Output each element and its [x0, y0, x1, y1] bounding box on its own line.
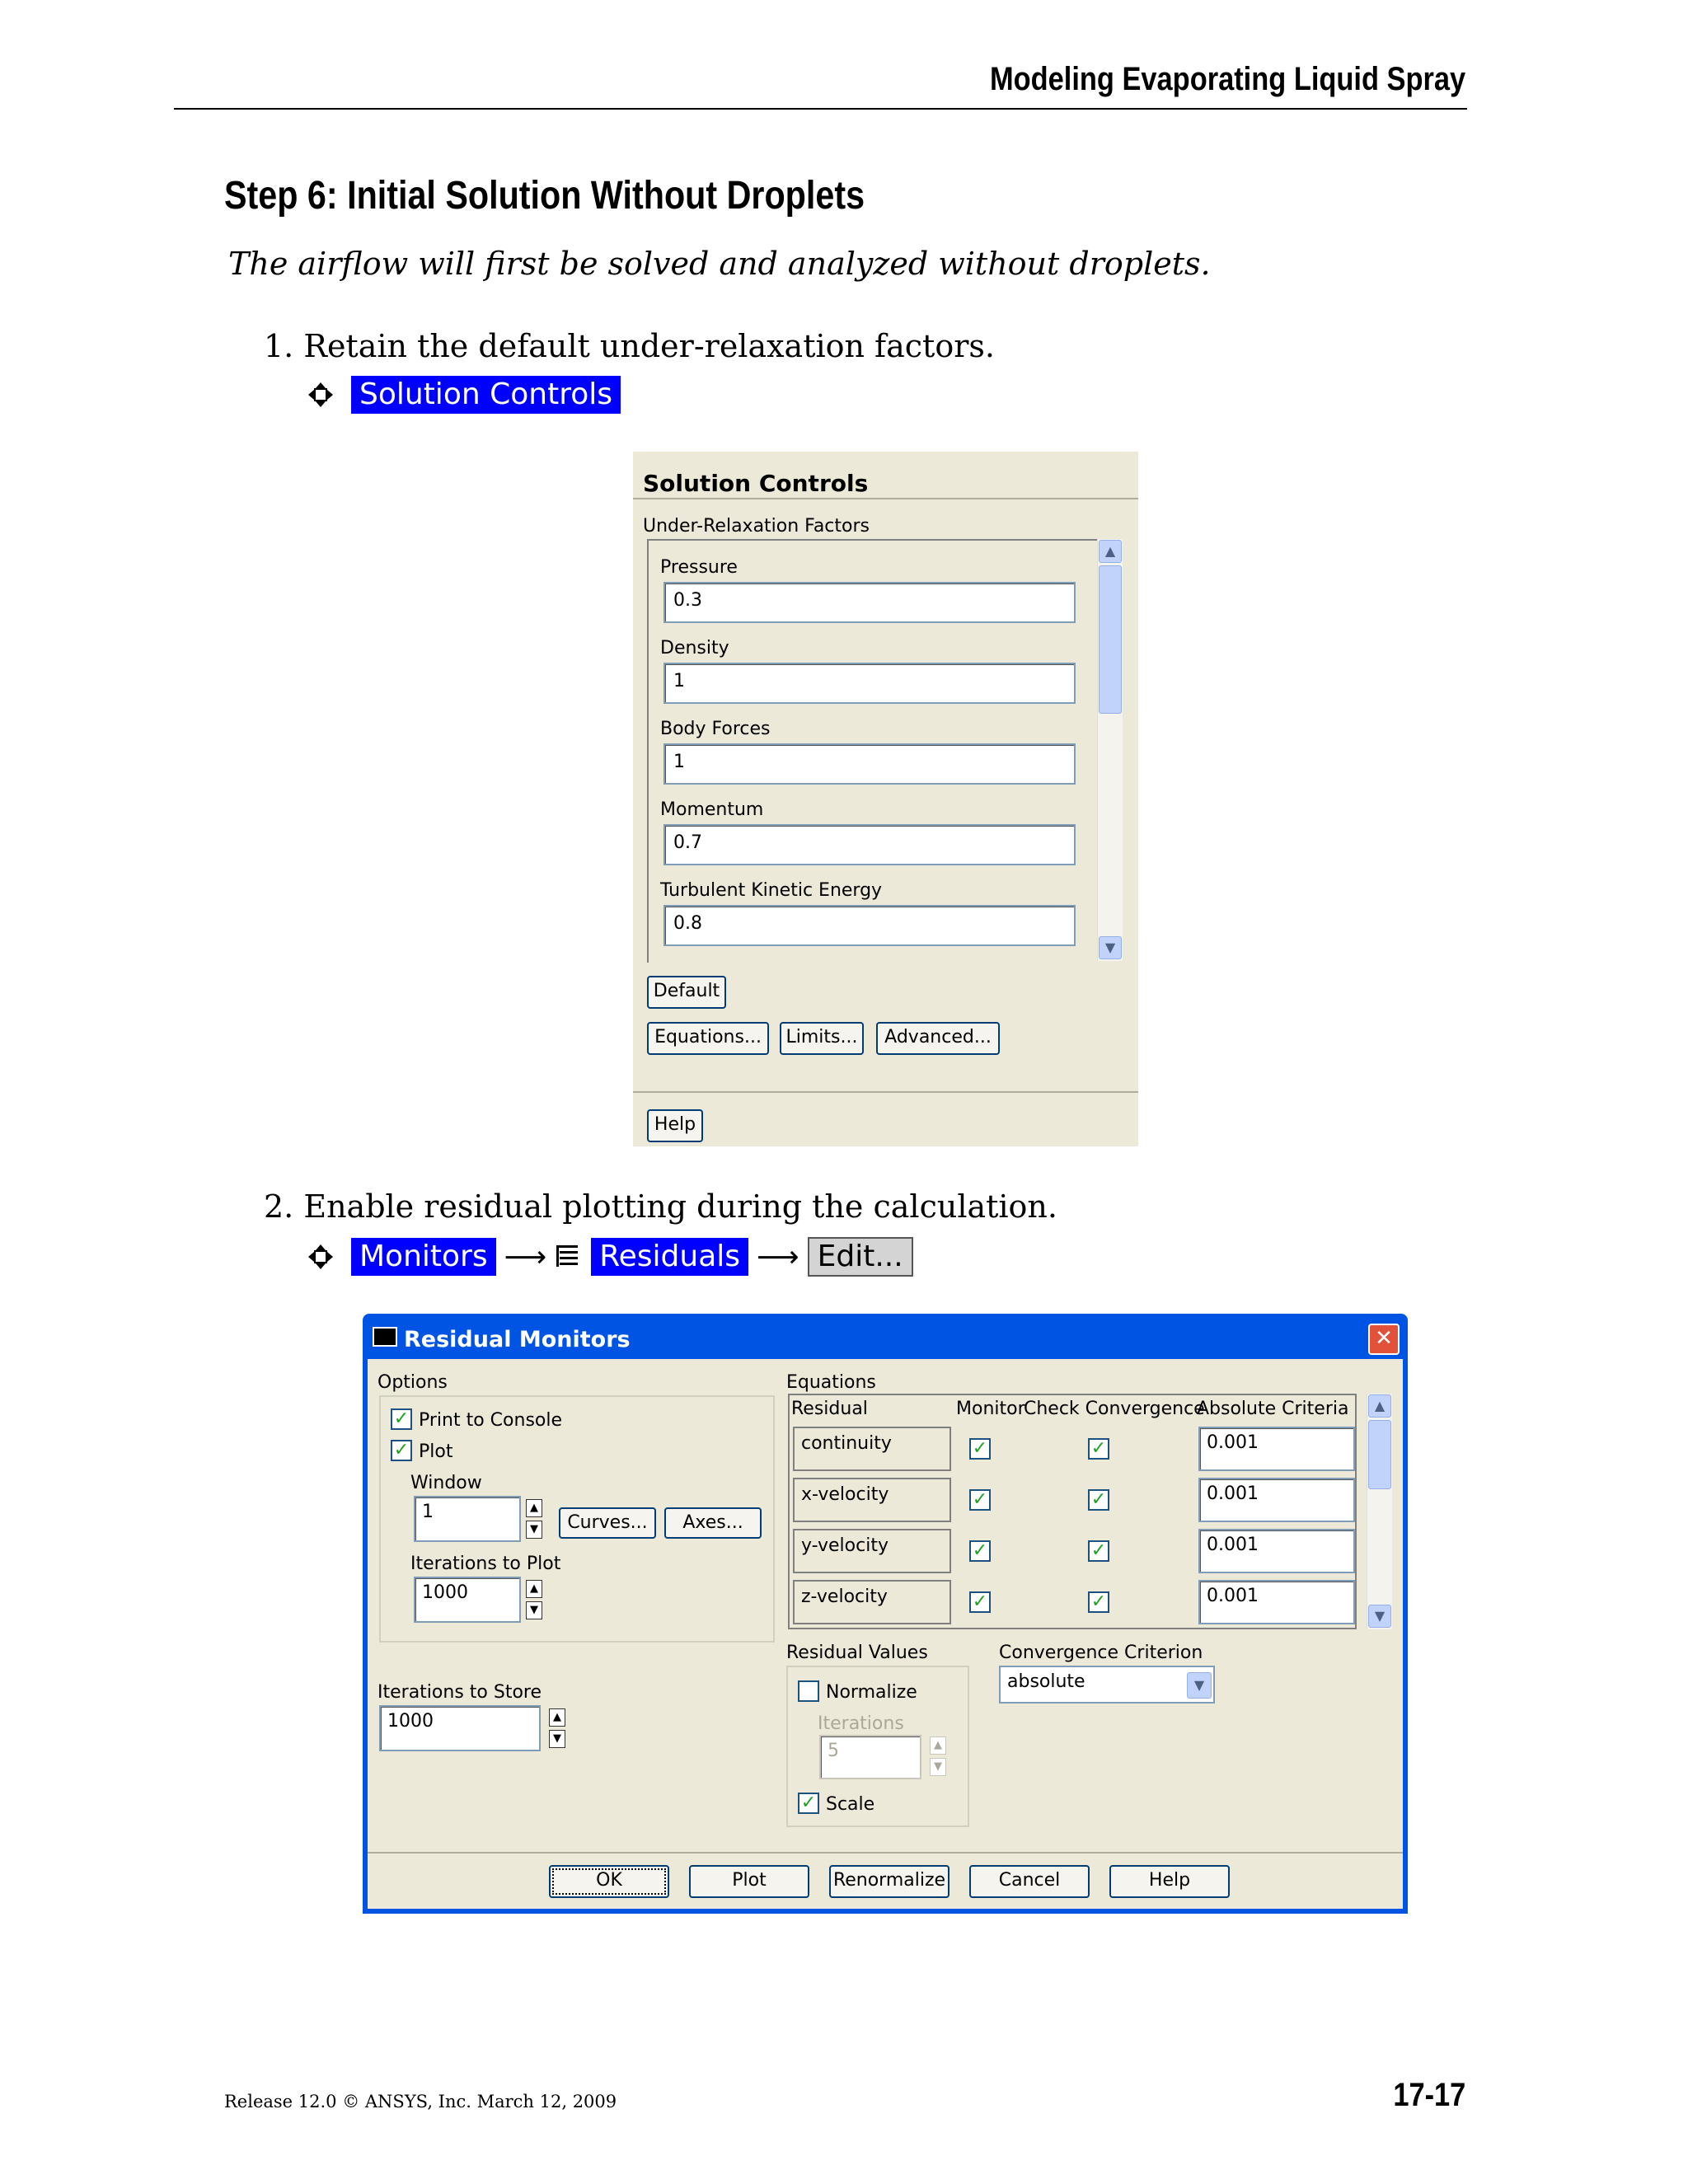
monitor-checkbox-continuity[interactable]: ✓	[969, 1438, 991, 1460]
scale-label: Scale	[826, 1794, 875, 1815]
window-field[interactable]: 1	[414, 1496, 521, 1542]
iterations-label: Iterations	[818, 1713, 904, 1734]
residual-values-label: Residual Values	[786, 1643, 928, 1663]
path-solution-controls[interactable]: Solution Controls	[351, 376, 621, 414]
default-button[interactable]: Default	[647, 976, 726, 1009]
monitor-checkbox-x-velocity[interactable]: ✓	[969, 1489, 991, 1511]
renormalize-button[interactable]: Renormalize	[829, 1865, 950, 1898]
advanced-button[interactable]: Advanced...	[876, 1022, 1000, 1055]
convergence-criterion-select[interactable]	[999, 1666, 1215, 1704]
page-number: 17-17	[1393, 2077, 1465, 2113]
iterations-to-plot-spin-down-icon[interactable]: ▼	[526, 1601, 542, 1619]
equations-label: Equations	[786, 1372, 876, 1393]
absolute-criteria-z-velocity[interactable]: 0.001	[1198, 1580, 1355, 1624]
pressure-label: Pressure	[660, 557, 738, 578]
path-arrow: ⟶	[757, 1240, 799, 1274]
absolute-criteria-x-velocity[interactable]: 0.001	[1198, 1478, 1355, 1522]
iterations-to-store-field[interactable]: 1000	[379, 1705, 541, 1751]
header-monitor: Monitor	[956, 1399, 1025, 1419]
step-1-text: 1. Retain the default under-relaxation factors.	[264, 328, 995, 364]
absolute-criteria-y-velocity[interactable]: 0.001	[1198, 1529, 1355, 1573]
app-icon	[373, 1327, 397, 1347]
factors-scrollbar[interactable]	[1097, 539, 1123, 961]
close-icon[interactable]: ✕	[1368, 1324, 1400, 1355]
convergence-criterion-value: absolute	[1007, 1671, 1085, 1692]
iterations-to-store-label: Iterations to Store	[377, 1682, 542, 1703]
monitor-checkbox-z-velocity[interactable]: ✓	[969, 1591, 991, 1613]
absolute-criteria-continuity[interactable]: 0.001	[1198, 1427, 1355, 1471]
scroll-down-icon[interactable]: ▼	[1368, 1605, 1391, 1628]
equations-button[interactable]: Equations...	[647, 1022, 769, 1055]
normalize-label: Normalize	[826, 1682, 917, 1703]
dialog-body	[368, 1359, 1403, 1909]
ok-button[interactable]: OK	[549, 1865, 669, 1898]
turbulent-kinetic-energy-field[interactable]: 0.8	[663, 905, 1076, 946]
iterations-field: 5	[819, 1735, 921, 1779]
plot-button[interactable]: Plot	[689, 1865, 809, 1898]
path-residuals[interactable]: Residuals	[591, 1238, 748, 1276]
iterations-to-plot-spin-up-icon[interactable]: ▲	[526, 1580, 542, 1598]
momentum-field[interactable]: 0.7	[663, 824, 1076, 865]
iterations-to-store-spin-up-icon[interactable]: ▲	[549, 1708, 565, 1727]
equations-scrollbar[interactable]	[1367, 1394, 1392, 1629]
tree-navigation-icon	[307, 381, 335, 409]
normalize-checkbox[interactable]	[798, 1680, 819, 1702]
section-intro: The airflow will first be solved and analyzed without droplets.	[228, 246, 1211, 282]
cancel-button[interactable]: Cancel	[969, 1865, 1090, 1898]
residual-monitors-dialog	[363, 1314, 1408, 1914]
density-field[interactable]: 1	[663, 663, 1076, 704]
residual-name-z-velocity: z-velocity	[793, 1580, 951, 1624]
body-forces-label: Body Forces	[660, 719, 771, 739]
header-residual: Residual	[791, 1399, 868, 1419]
residuals-list-icon	[555, 1243, 581, 1271]
tree-navigation-icon	[307, 1243, 335, 1271]
release-footer: Release 12.0 © ANSYS, Inc. March 12, 2009	[224, 2092, 617, 2111]
iterations-to-store-spin-down-icon[interactable]: ▼	[549, 1730, 565, 1748]
chevron-down-icon[interactable]: ▼	[1187, 1672, 1212, 1699]
step-1-path	[307, 376, 621, 414]
edit-button[interactable]: Edit...	[808, 1237, 913, 1277]
dialog-title: Residual Monitors	[404, 1327, 631, 1352]
help-button[interactable]: Help	[647, 1109, 703, 1142]
equations-table	[788, 1394, 1357, 1629]
panel-title: Solution Controls	[643, 470, 869, 497]
residual-name-y-velocity: y-velocity	[793, 1529, 951, 1573]
section-title: Step 6: Initial Solution Without Droplets	[224, 174, 865, 218]
window-spin-down-icon[interactable]: ▼	[526, 1521, 542, 1539]
print-to-console-checkbox[interactable]: ✓	[391, 1408, 412, 1430]
turbulent-kinetic-energy-label: Turbulent Kinetic Energy	[660, 880, 883, 901]
residual-name-x-velocity: x-velocity	[793, 1478, 951, 1522]
iterations-to-plot-field[interactable]: 1000	[414, 1577, 521, 1623]
residual-name-continuity: continuity	[793, 1427, 951, 1471]
path-arrow: ⟶	[504, 1240, 547, 1274]
scroll-thumb[interactable]	[1099, 565, 1122, 714]
axes-button[interactable]: Axes...	[664, 1507, 762, 1539]
plot-checkbox[interactable]: ✓	[391, 1440, 412, 1461]
options-label: Options	[377, 1372, 448, 1393]
solution-controls-panel	[633, 452, 1138, 1146]
window-spin-up-icon[interactable]: ▲	[526, 1499, 542, 1517]
limits-button[interactable]: Limits...	[780, 1022, 864, 1055]
running-header: Modeling Evaporating Liquid Spray	[989, 61, 1465, 97]
header-check-convergence: Check Convergence	[1024, 1399, 1205, 1419]
scroll-up-icon[interactable]: ▲	[1099, 540, 1122, 563]
density-label: Density	[660, 638, 729, 658]
iterations-spin-down-icon: ▼	[930, 1758, 946, 1776]
scroll-up-icon[interactable]: ▲	[1368, 1394, 1391, 1418]
check-convergence-checkbox-x-velocity[interactable]: ✓	[1088, 1489, 1109, 1511]
check-convergence-checkbox-continuity[interactable]: ✓	[1088, 1438, 1109, 1460]
window-label: Window	[410, 1473, 482, 1493]
pressure-field[interactable]: 0.3	[663, 582, 1076, 623]
check-convergence-checkbox-z-velocity[interactable]: ✓	[1088, 1591, 1109, 1613]
scroll-thumb[interactable]	[1368, 1420, 1391, 1489]
convergence-criterion-label: Convergence Criterion	[999, 1643, 1203, 1663]
check-convergence-checkbox-y-velocity[interactable]: ✓	[1088, 1540, 1109, 1562]
iterations-spin-up-icon: ▲	[930, 1736, 946, 1755]
header-rule	[174, 108, 1467, 110]
momentum-label: Momentum	[660, 799, 764, 820]
footer-separator	[633, 1091, 1138, 1093]
scale-checkbox[interactable]: ✓	[798, 1793, 819, 1814]
plot-label: Plot	[419, 1441, 453, 1462]
title-separator	[633, 498, 1138, 499]
print-to-console-label: Print to Console	[419, 1410, 563, 1431]
scroll-down-icon[interactable]: ▼	[1099, 936, 1122, 959]
header-absolute-criteria: Absolute Criteria	[1197, 1399, 1349, 1419]
curves-button[interactable]: Curves...	[559, 1507, 656, 1539]
group-label: Under-Relaxation Factors	[643, 516, 870, 537]
monitor-checkbox-y-velocity[interactable]: ✓	[969, 1540, 991, 1562]
help-button[interactable]: Help	[1109, 1865, 1230, 1898]
step-2-text: 2. Enable residual plotting during the calculation.	[264, 1188, 1057, 1225]
button-separator	[368, 1852, 1403, 1854]
path-monitors[interactable]: Monitors	[351, 1238, 496, 1276]
step-2-path	[307, 1238, 913, 1276]
body-forces-field[interactable]: 1	[663, 743, 1076, 785]
iterations-to-plot-label: Iterations to Plot	[410, 1554, 561, 1574]
